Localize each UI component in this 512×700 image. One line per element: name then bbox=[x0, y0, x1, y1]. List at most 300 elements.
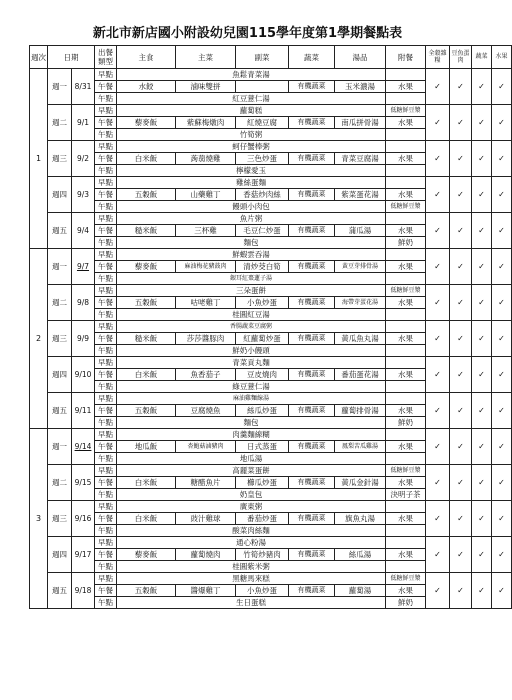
meal-type-snack: 午點 bbox=[95, 489, 117, 501]
meal-type-snack: 午點 bbox=[95, 597, 117, 609]
breakfast-item: 蚵仔蟹棒粥 bbox=[117, 141, 386, 153]
lunch-veg: 有機蔬菜 bbox=[289, 333, 335, 345]
nutrition-check: ✓ bbox=[472, 69, 492, 105]
breakfast-item: 高麗菜蛋餅 bbox=[117, 465, 386, 477]
breakfast-extra bbox=[386, 213, 426, 225]
breakfast-extra: 低糖鮮豆漿 bbox=[386, 105, 426, 117]
nutrition-check: ✓ bbox=[450, 141, 472, 177]
breakfast-extra bbox=[386, 249, 426, 261]
meal-type-snack: 午點 bbox=[95, 93, 117, 105]
header-extra: 附餐 bbox=[386, 46, 426, 69]
header-meal-type: 出餐類型 bbox=[95, 46, 117, 69]
lunch-main: 麻油梅花豬鼓肉 bbox=[176, 261, 236, 273]
nutrition-check: ✓ bbox=[492, 69, 512, 105]
lunch-extra: 水果 bbox=[386, 261, 426, 273]
nutrition-check: ✓ bbox=[472, 321, 492, 357]
snack-extra bbox=[386, 381, 426, 393]
meal-type-lunch: 午餐 bbox=[95, 585, 117, 597]
header-vegetables: 蔬菜 bbox=[472, 46, 492, 69]
lunch-soup: 黃瓜金針湯 bbox=[335, 477, 386, 489]
meal-type-breakfast: 早點 bbox=[95, 357, 117, 369]
lunch-main: 三杯雞 bbox=[176, 225, 236, 237]
lunch-soup: 海帶芽蛋花湯 bbox=[335, 297, 386, 309]
nutrition-check: ✓ bbox=[472, 465, 492, 501]
lunch-main: 豆腐燒魚 bbox=[176, 405, 236, 417]
lunch-main: 滷味雙拼 bbox=[176, 81, 236, 93]
lunch-soup: 黃瓜魚丸湯 bbox=[335, 333, 386, 345]
nutrition-check: ✓ bbox=[492, 501, 512, 537]
lunch-extra: 水果 bbox=[386, 585, 426, 597]
lunch-staple: 藜麥飯 bbox=[117, 261, 176, 273]
nutrition-check: ✓ bbox=[472, 429, 492, 465]
lunch-staple: 五穀飯 bbox=[117, 585, 176, 597]
breakfast-item: 三朵蛋餅 bbox=[117, 285, 386, 297]
table-row bbox=[30, 105, 512, 117]
nutrition-check: ✓ bbox=[450, 285, 472, 321]
nutrition-check: ✓ bbox=[450, 429, 472, 465]
breakfast-extra bbox=[386, 321, 426, 333]
date-cell: 9/10 bbox=[72, 357, 95, 393]
snack-item: 檸檬愛玉 bbox=[117, 165, 386, 177]
nutrition-check: ✓ bbox=[492, 465, 512, 501]
meal-type-lunch: 午餐 bbox=[95, 405, 117, 417]
lunch-extra: 水果 bbox=[386, 405, 426, 417]
lunch-extra: 水果 bbox=[386, 153, 426, 165]
meal-type-snack: 午點 bbox=[95, 273, 117, 285]
lunch-staple: 糙米飯 bbox=[117, 225, 176, 237]
table-row bbox=[30, 285, 512, 297]
snack-extra bbox=[386, 345, 426, 357]
snack-item: 桂圓紫米粥 bbox=[117, 561, 386, 573]
nutrition-check: ✓ bbox=[492, 213, 512, 249]
meal-type-breakfast: 早點 bbox=[95, 501, 117, 513]
weekday-cell: 週四 bbox=[48, 177, 72, 213]
nutrition-check: ✓ bbox=[472, 177, 492, 213]
snack-extra: 鮮奶 bbox=[386, 597, 426, 609]
lunch-veg: 有機蔬菜 bbox=[289, 153, 335, 165]
lunch-side: 毛豆仁炒蛋 bbox=[236, 225, 289, 237]
lunch-main: 蘿蔔燒肉 bbox=[176, 549, 236, 561]
lunch-side: 香菇炒肉絲 bbox=[236, 189, 289, 201]
nutrition-check: ✓ bbox=[450, 321, 472, 357]
lunch-soup: 番茄蛋花湯 bbox=[335, 369, 386, 381]
nutrition-check: ✓ bbox=[472, 537, 492, 573]
breakfast-item: 青菜貢丸麵 bbox=[117, 357, 386, 369]
page-title: 新北市新店國小附設幼兒園115學年度第1學期餐點表 bbox=[92, 26, 403, 41]
nutrition-check: ✓ bbox=[492, 141, 512, 177]
nutrition-check: ✓ bbox=[472, 285, 492, 321]
meal-type-breakfast: 早點 bbox=[95, 537, 117, 549]
lunch-side: 番茄炒蛋 bbox=[236, 513, 289, 525]
weekday-cell: 週一 bbox=[48, 249, 72, 285]
date-cell: 9/9 bbox=[72, 321, 95, 357]
nutrition-check: ✓ bbox=[426, 573, 450, 609]
header-fruit: 水果 bbox=[492, 46, 512, 69]
header-main: 主菜 bbox=[176, 46, 236, 69]
breakfast-extra bbox=[386, 429, 426, 441]
lunch-veg: 有機蔬菜 bbox=[289, 261, 335, 273]
snack-extra bbox=[386, 453, 426, 465]
meal-type-lunch: 午餐 bbox=[95, 441, 117, 453]
weekday-cell: 週二 bbox=[48, 465, 72, 501]
snack-item: 地瓜湯 bbox=[117, 453, 386, 465]
weekday-cell: 週四 bbox=[48, 357, 72, 393]
meal-type-breakfast: 早點 bbox=[95, 429, 117, 441]
snack-item: 桂圓紅豆湯 bbox=[117, 309, 386, 321]
meal-type-breakfast: 早點 bbox=[95, 465, 117, 477]
nutrition-check: ✓ bbox=[472, 213, 492, 249]
date-cell: 9/14 bbox=[72, 429, 95, 465]
meal-type-lunch: 午餐 bbox=[95, 549, 117, 561]
date-cell: 9/7 bbox=[72, 249, 95, 285]
meal-type-breakfast: 早點 bbox=[95, 249, 117, 261]
lunch-main: 糖醋魚片 bbox=[176, 477, 236, 489]
nutrition-check: ✓ bbox=[450, 501, 472, 537]
breakfast-extra bbox=[386, 177, 426, 189]
header-week: 週次 bbox=[30, 46, 48, 69]
snack-item: 饅頭小肉包 bbox=[117, 201, 386, 213]
nutrition-check: ✓ bbox=[472, 501, 492, 537]
meal-type-snack: 午點 bbox=[95, 525, 117, 537]
meal-type-breakfast: 早點 bbox=[95, 393, 117, 405]
nutrition-check: ✓ bbox=[426, 501, 450, 537]
meal-type-snack: 午點 bbox=[95, 453, 117, 465]
breakfast-item: 廣東粥 bbox=[117, 501, 386, 513]
lunch-side: 小魚炒蛋 bbox=[236, 297, 289, 309]
lunch-side: 櫛瓜炒蛋 bbox=[236, 477, 289, 489]
breakfast-extra: 低糖鮮豆漿 bbox=[386, 573, 426, 585]
lunch-veg: 有機蔬菜 bbox=[289, 585, 335, 597]
date-cell: 9/3 bbox=[72, 177, 95, 213]
nutrition-check: ✓ bbox=[426, 285, 450, 321]
table-row bbox=[30, 465, 512, 477]
date-cell: 9/11 bbox=[72, 393, 95, 429]
nutrition-check: ✓ bbox=[426, 357, 450, 393]
meal-type-lunch: 午餐 bbox=[95, 81, 117, 93]
snack-item: 麵包 bbox=[117, 237, 386, 249]
weekday-cell: 週三 bbox=[48, 141, 72, 177]
nutrition-check: ✓ bbox=[472, 357, 492, 393]
snack-item: 綠豆薏仁湯 bbox=[117, 381, 386, 393]
nutrition-check: ✓ bbox=[426, 213, 450, 249]
weekday-cell: 週三 bbox=[48, 321, 72, 357]
meal-type-lunch: 午餐 bbox=[95, 225, 117, 237]
nutrition-check: ✓ bbox=[472, 141, 492, 177]
lunch-extra: 水果 bbox=[386, 513, 426, 525]
snack-extra: 鮮奶 bbox=[386, 237, 426, 249]
lunch-veg: 有機蔬菜 bbox=[289, 441, 335, 453]
table-row bbox=[30, 429, 512, 441]
meal-type-snack: 午點 bbox=[95, 129, 117, 141]
lunch-extra: 水果 bbox=[386, 81, 426, 93]
date-cell: 9/8 bbox=[72, 285, 95, 321]
date-cell: 9/15 bbox=[72, 465, 95, 501]
nutrition-check: ✓ bbox=[450, 69, 472, 105]
weekday-cell: 週五 bbox=[48, 393, 72, 429]
lunch-main: 豉汁雞球 bbox=[176, 513, 236, 525]
breakfast-extra bbox=[386, 537, 426, 549]
meal-type-snack: 午點 bbox=[95, 381, 117, 393]
lunch-veg: 有機蔬菜 bbox=[289, 117, 335, 129]
date-cell: 9/4 bbox=[72, 213, 95, 249]
lunch-staple: 水餃 bbox=[117, 81, 176, 93]
breakfast-extra: 低糖鮮豆漿 bbox=[386, 465, 426, 477]
lunch-side bbox=[236, 81, 289, 93]
lunch-veg: 有機蔬菜 bbox=[289, 549, 335, 561]
lunch-soup: 黃豆芽排骨湯 bbox=[335, 261, 386, 273]
table-row bbox=[30, 393, 512, 405]
nutrition-check: ✓ bbox=[450, 213, 472, 249]
lunch-veg: 有機蔬菜 bbox=[289, 405, 335, 417]
snack-item: 鮮奶小饅頭 bbox=[117, 345, 386, 357]
nutrition-check: ✓ bbox=[492, 285, 512, 321]
lunch-side: 清炒茭白筍 bbox=[236, 261, 289, 273]
meal-type-breakfast: 早點 bbox=[95, 321, 117, 333]
date-cell: 9/18 bbox=[72, 573, 95, 609]
meal-type-lunch: 午餐 bbox=[95, 153, 117, 165]
lunch-main: 蒟蒻燒雞 bbox=[176, 153, 236, 165]
meal-type-lunch: 午餐 bbox=[95, 333, 117, 345]
breakfast-item: 黑糖馬來糕 bbox=[117, 573, 386, 585]
nutrition-check: ✓ bbox=[450, 537, 472, 573]
lunch-veg: 有機蔬菜 bbox=[289, 225, 335, 237]
nutrition-check: ✓ bbox=[492, 429, 512, 465]
lunch-soup: 鳳梨苦瓜雞湯 bbox=[335, 441, 386, 453]
nutrition-check: ✓ bbox=[492, 573, 512, 609]
snack-extra bbox=[386, 93, 426, 105]
nutrition-check: ✓ bbox=[450, 393, 472, 429]
breakfast-item: 魚鬆青菜湯 bbox=[117, 69, 386, 81]
meal-type-breakfast: 早點 bbox=[95, 285, 117, 297]
weekday-cell: 週二 bbox=[48, 105, 72, 141]
meal-type-lunch: 午餐 bbox=[95, 261, 117, 273]
nutrition-check: ✓ bbox=[426, 177, 450, 213]
date-cell: 8/31 bbox=[72, 69, 95, 105]
meal-type-breakfast: 早點 bbox=[95, 213, 117, 225]
snack-extra: 低糖鮮豆漿 bbox=[386, 201, 426, 213]
snack-item: 麵包 bbox=[117, 417, 386, 429]
snack-item: 竹筍粥 bbox=[117, 129, 386, 141]
header-soup: 湯品 bbox=[335, 46, 386, 69]
meal-type-breakfast: 早點 bbox=[95, 177, 117, 189]
lunch-side: 日式蒸蛋 bbox=[236, 441, 289, 453]
lunch-side: 三色炒蛋 bbox=[236, 153, 289, 165]
meal-type-snack: 午點 bbox=[95, 561, 117, 573]
lunch-side: 紅蘿蔔炒蛋 bbox=[236, 333, 289, 345]
breakfast-extra bbox=[386, 141, 426, 153]
snack-item: 酸菜肉絲麵 bbox=[117, 525, 386, 537]
nutrition-check: ✓ bbox=[492, 393, 512, 429]
snack-extra bbox=[386, 273, 426, 285]
snack-extra bbox=[386, 129, 426, 141]
lunch-extra: 水果 bbox=[386, 333, 426, 345]
nutrition-check: ✓ bbox=[426, 141, 450, 177]
lunch-soup: 南瓜拼骨湯 bbox=[335, 117, 386, 129]
table-row bbox=[30, 69, 512, 81]
lunch-extra: 水果 bbox=[386, 189, 426, 201]
lunch-extra: 水果 bbox=[386, 441, 426, 453]
lunch-staple: 五穀飯 bbox=[117, 189, 176, 201]
lunch-veg: 有機蔬菜 bbox=[289, 81, 335, 93]
date-cell: 9/1 bbox=[72, 105, 95, 141]
lunch-veg: 有機蔬菜 bbox=[289, 513, 335, 525]
meal-type-snack: 午點 bbox=[95, 165, 117, 177]
breakfast-extra: 低糖鮮豆漿 bbox=[386, 285, 426, 297]
lunch-main: 莎莎醬豚肉 bbox=[176, 333, 236, 345]
lunch-veg: 有機蔬菜 bbox=[289, 189, 335, 201]
table-row bbox=[30, 537, 512, 549]
snack-extra bbox=[386, 165, 426, 177]
snack-item: 銀耳紅棗蓮子湯 bbox=[117, 273, 386, 285]
nutrition-check: ✓ bbox=[426, 393, 450, 429]
meal-type-snack: 午點 bbox=[95, 345, 117, 357]
week-number: 2 bbox=[30, 249, 48, 429]
table-row bbox=[30, 177, 512, 189]
weekday-cell: 週一 bbox=[48, 69, 72, 105]
nutrition-check: ✓ bbox=[472, 105, 492, 141]
lunch-side: 竹筍炒豬肉 bbox=[236, 549, 289, 561]
lunch-staple: 白米飯 bbox=[117, 513, 176, 525]
nutrition-check: ✓ bbox=[450, 465, 472, 501]
weekday-cell: 週二 bbox=[48, 285, 72, 321]
nutrition-check: ✓ bbox=[450, 357, 472, 393]
lunch-soup: 玉米濃湯 bbox=[335, 81, 386, 93]
nutrition-check: ✓ bbox=[472, 573, 492, 609]
nutrition-check: ✓ bbox=[492, 537, 512, 573]
table-row bbox=[30, 249, 512, 261]
nutrition-check: ✓ bbox=[492, 105, 512, 141]
meal-type-lunch: 午餐 bbox=[95, 477, 117, 489]
header-row bbox=[30, 46, 512, 69]
lunch-extra: 水果 bbox=[386, 549, 426, 561]
lunch-main: 山藥雞丁 bbox=[176, 189, 236, 201]
nutrition-check: ✓ bbox=[426, 429, 450, 465]
header-day: 日期 bbox=[48, 46, 95, 69]
breakfast-item: 香腸蔬菜豆腐粥 bbox=[117, 321, 386, 333]
meal-type-breakfast: 早點 bbox=[95, 573, 117, 585]
lunch-extra: 水果 bbox=[386, 225, 426, 237]
table-row bbox=[30, 501, 512, 513]
lunch-main: 魚香茄子 bbox=[176, 369, 236, 381]
lunch-veg: 有機蔬菜 bbox=[289, 477, 335, 489]
nutrition-check: ✓ bbox=[426, 537, 450, 573]
date-cell: 9/17 bbox=[72, 537, 95, 573]
breakfast-item: 雞絲蛋麵 bbox=[117, 177, 386, 189]
snack-extra bbox=[386, 561, 426, 573]
meal-type-lunch: 午餐 bbox=[95, 189, 117, 201]
snack-item: 生日蛋糕 bbox=[117, 597, 386, 609]
snack-item: 奶皇包 bbox=[117, 489, 386, 501]
lunch-staple: 五穀飯 bbox=[117, 405, 176, 417]
lunch-soup: 青菜豆腐湯 bbox=[335, 153, 386, 165]
breakfast-item: 鮮蝦雲吞湯 bbox=[117, 249, 386, 261]
lunch-extra: 水果 bbox=[386, 369, 426, 381]
header-grains: 全穀雜糧 bbox=[426, 46, 450, 69]
lunch-main: 醬爆雞丁 bbox=[176, 585, 236, 597]
lunch-soup: 旗魚丸湯 bbox=[335, 513, 386, 525]
nutrition-check: ✓ bbox=[450, 249, 472, 285]
lunch-extra: 水果 bbox=[386, 117, 426, 129]
header-protein: 豆魚蛋肉 bbox=[450, 46, 472, 69]
lunch-staple: 藜麥飯 bbox=[117, 549, 176, 561]
lunch-side: 紅燒豆腐 bbox=[236, 117, 289, 129]
table-row bbox=[30, 141, 512, 153]
lunch-extra: 水果 bbox=[386, 297, 426, 309]
weekday-cell: 週三 bbox=[48, 501, 72, 537]
lunch-soup: 蘿蔔排骨湯 bbox=[335, 405, 386, 417]
nutrition-check: ✓ bbox=[426, 249, 450, 285]
weekday-cell: 週五 bbox=[48, 573, 72, 609]
nutrition-check: ✓ bbox=[450, 105, 472, 141]
breakfast-extra bbox=[386, 69, 426, 81]
date-cell: 9/16 bbox=[72, 501, 95, 537]
breakfast-extra bbox=[386, 393, 426, 405]
nutrition-check: ✓ bbox=[472, 393, 492, 429]
lunch-side: 豆皮燒肉 bbox=[236, 369, 289, 381]
breakfast-item: 麻油雞麵線湯 bbox=[117, 393, 386, 405]
table-row bbox=[30, 573, 512, 585]
meal-type-lunch: 午餐 bbox=[95, 369, 117, 381]
lunch-main: 杏鮑菇滷豬肉 bbox=[176, 441, 236, 453]
date-cell: 9/2 bbox=[72, 141, 95, 177]
lunch-soup: 紫菜蛋花湯 bbox=[335, 189, 386, 201]
lunch-staple: 五穀飯 bbox=[117, 297, 176, 309]
nutrition-check: ✓ bbox=[492, 357, 512, 393]
nutrition-check: ✓ bbox=[492, 321, 512, 357]
snack-extra: 鮮奶 bbox=[386, 417, 426, 429]
lunch-staple: 藜麥飯 bbox=[117, 117, 176, 129]
breakfast-item: 通心粉湯 bbox=[117, 537, 386, 549]
lunch-staple: 白米飯 bbox=[117, 153, 176, 165]
nutrition-check: ✓ bbox=[426, 69, 450, 105]
lunch-soup: 絲瓜湯 bbox=[335, 549, 386, 561]
lunch-staple: 白米飯 bbox=[117, 477, 176, 489]
meal-type-breakfast: 早點 bbox=[95, 141, 117, 153]
header-staple: 主食 bbox=[117, 46, 176, 69]
meal-type-snack: 午點 bbox=[95, 237, 117, 249]
table-row bbox=[30, 357, 512, 369]
meal-type-snack: 午點 bbox=[95, 417, 117, 429]
meal-type-breakfast: 早點 bbox=[95, 105, 117, 117]
nutrition-check: ✓ bbox=[426, 105, 450, 141]
snack-item: 紅豆薏仁湯 bbox=[117, 93, 386, 105]
lunch-staple: 白米飯 bbox=[117, 369, 176, 381]
meal-type-snack: 午點 bbox=[95, 309, 117, 321]
meal-type-lunch: 午餐 bbox=[95, 117, 117, 129]
weekday-cell: 週四 bbox=[48, 537, 72, 573]
lunch-main: 咕咾雞丁 bbox=[176, 297, 236, 309]
meal-type-lunch: 午餐 bbox=[95, 513, 117, 525]
week-number: 1 bbox=[30, 69, 48, 249]
lunch-staple: 糙米飯 bbox=[117, 333, 176, 345]
weekday-cell: 週五 bbox=[48, 213, 72, 249]
lunch-extra: 水果 bbox=[386, 477, 426, 489]
lunch-veg: 有機蔬菜 bbox=[289, 369, 335, 381]
breakfast-item: 蘿蔔糕 bbox=[117, 105, 386, 117]
lunch-veg: 有機蔬菜 bbox=[289, 297, 335, 309]
nutrition-check: ✓ bbox=[492, 249, 512, 285]
nutrition-check: ✓ bbox=[450, 573, 472, 609]
lunch-staple: 地瓜飯 bbox=[117, 441, 176, 453]
breakfast-item: 肉羹麵線糊 bbox=[117, 429, 386, 441]
nutrition-check: ✓ bbox=[472, 249, 492, 285]
snack-extra: 決明子茶 bbox=[386, 489, 426, 501]
header-side: 副菜 bbox=[236, 46, 289, 69]
lunch-soup: 蒲瓜湯 bbox=[335, 225, 386, 237]
lunch-soup: 蘿蔔湯 bbox=[335, 585, 386, 597]
table-row bbox=[30, 213, 512, 225]
nutrition-check: ✓ bbox=[426, 465, 450, 501]
